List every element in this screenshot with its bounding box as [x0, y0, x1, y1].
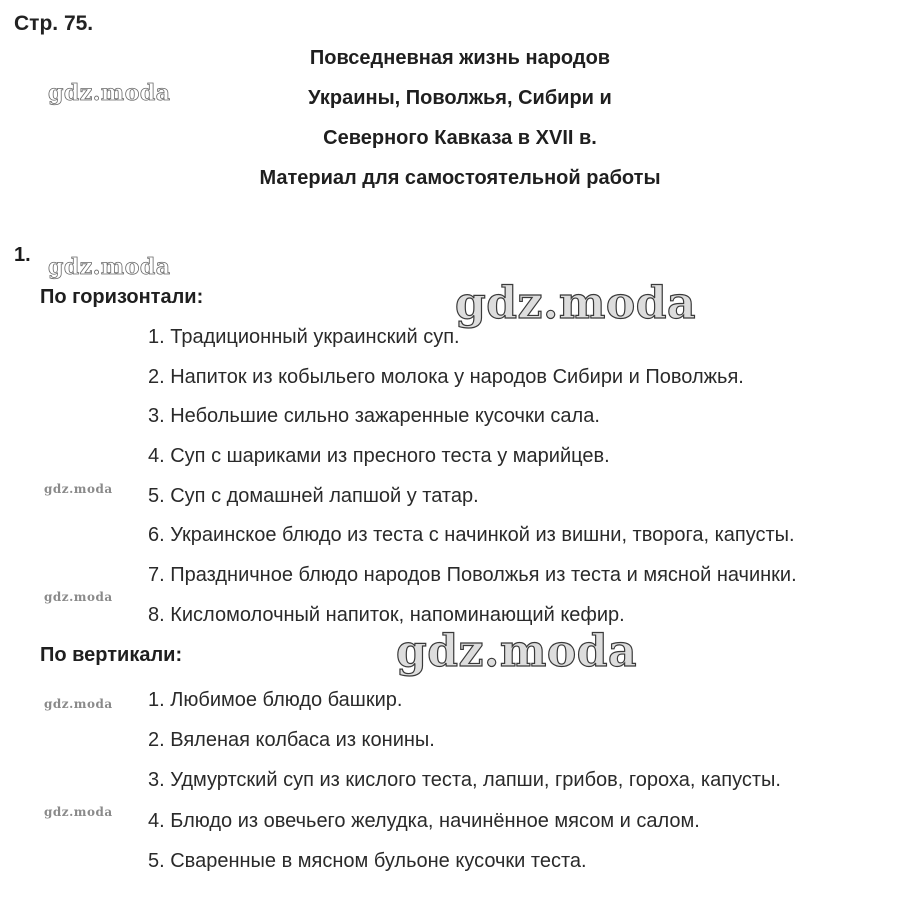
watermark-logo: gdz.moda	[44, 590, 113, 604]
horizontal-clue: 5. Суп с домашней лапшой у татар.	[148, 484, 479, 507]
horizontal-clue: 4. Суп с шариками из пресного теста у марийцев.	[148, 445, 610, 468]
document-title	[160, 44, 760, 204]
watermark-logo: gdz.moda	[48, 80, 171, 106]
watermark-logo: gdz.moda	[396, 626, 638, 677]
vertical-clue: 1. Любимое блюдо башкир.	[148, 689, 403, 711]
watermark-logo: gdz.moda	[44, 805, 113, 819]
vertical-clue: 3. Удмуртский суп из кислого теста, лапши, грибов, гороха, капусты.	[148, 769, 781, 792]
title-line: Украины, Поволжья, Сибири и	[308, 87, 612, 109]
vertical-clue: 2. Вяленая колбаса из конины.	[148, 729, 435, 752]
watermark-logo: gdz.moda	[44, 697, 113, 711]
horizontal-clue: 2. Напиток из кобыльего молока у народов Сибири и Поволжья.	[148, 365, 744, 388]
vertical-heading: По вертикали:	[40, 644, 183, 666]
vertical-clue: 4. Блюдо из овечьего желудка, начинённое мясом и салом.	[148, 809, 700, 832]
horizontal-clue: 8. Кисломолочный напиток, напоминающий кефир.	[148, 603, 625, 626]
horizontal-clue: 6. Украинское блюдо из теста с начинкой из вишни, творога, капусты.	[148, 524, 795, 547]
vertical-clue: 5. Сваренные в мясном бульоне кусочки теста.	[148, 849, 587, 872]
watermark-logo: gdz.moda	[455, 278, 697, 329]
watermark-logo: gdz.moda	[44, 482, 113, 496]
title-line: Северного Кавказа в XVII в.	[323, 127, 597, 149]
horizontal-clue: 7. Праздничное блюдо народов Поволжья из теста и мясной начинки.	[148, 564, 797, 587]
horizontal-clue: 1. Традиционный украинский суп.	[148, 326, 460, 348]
vertical-clue-list	[148, 687, 781, 888]
page-reference: Стр. 75.	[14, 12, 94, 35]
horizontal-clue-list	[148, 324, 797, 642]
title-line: Материал для самостоятельной работы	[259, 167, 661, 189]
task-number: 1.	[14, 244, 31, 266]
horizontal-clue: 3. Небольшие сильно зажаренные кусочки сала.	[148, 405, 600, 428]
title-line: Повседневная жизнь народов	[309, 47, 611, 69]
watermark-logo: gdz.moda	[48, 254, 171, 280]
horizontal-heading: По горизонтали:	[40, 286, 204, 308]
